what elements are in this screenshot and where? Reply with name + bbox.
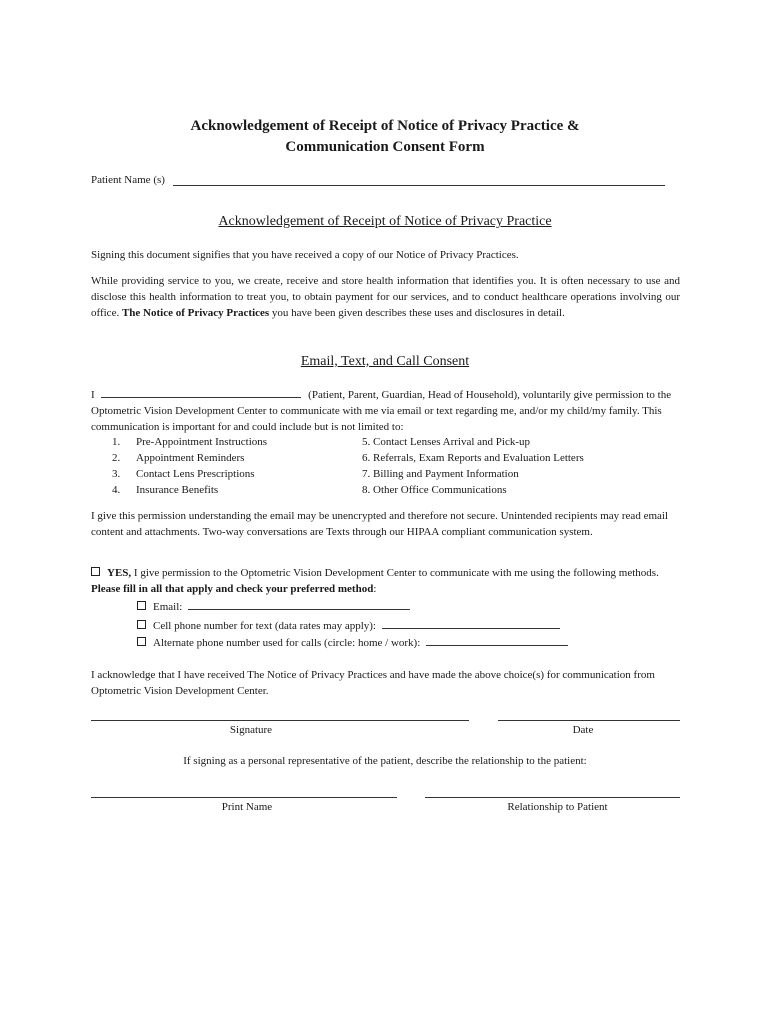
signature-label: Signature bbox=[229, 724, 273, 736]
alt-phone-label: Alternate phone number used for calls (circle: home / work): bbox=[153, 637, 421, 649]
list-item: 4. Insurance Benefits bbox=[112, 484, 219, 496]
signature-field[interactable] bbox=[91, 720, 469, 721]
cell-label: Cell phone number for text (data rates may apply): bbox=[153, 620, 376, 632]
email-checkbox[interactable] bbox=[137, 601, 146, 610]
communication-list-right bbox=[362, 434, 584, 498]
list-item: 3. Contact Lens Prescriptions bbox=[112, 468, 255, 480]
form-title bbox=[0, 116, 770, 158]
cell-phone-field[interactable] bbox=[382, 618, 560, 629]
email-field[interactable] bbox=[188, 599, 410, 610]
consent-intro-text: (Patient, Parent, Guardian, Head of Household), voluntarily give permission to the Optometric Vision Development Center to communicate with me via email or text regarding me, and/or my child/my family. This communication is important for and could include but is not limited to: bbox=[91, 389, 672, 433]
patient-name-row bbox=[91, 174, 665, 186]
alt-phone-checkbox[interactable] bbox=[137, 637, 146, 646]
acknowledgement-para: I acknowledge that I have received The Notice of Privacy Practices and have made the above choice(s) for communication from Optometric Vision Development Center. bbox=[91, 669, 655, 697]
yes-permission-para: YES, I give permission to the Optometric Vision Development Center to communicate with me using the following methods. Please fill in all that apply and check your preferred method: bbox=[91, 567, 659, 595]
date-label: Date bbox=[572, 724, 594, 736]
list-item: 6. Referrals, Exam Reports and Evaluation Letters bbox=[362, 452, 584, 464]
security-para: I give this permission understanding the email may be unencrypted and therefore not secure. Unintended recipients may read email content and attachments. Two-way conversations are Texts through our HIPAA compliant communication system. bbox=[91, 510, 669, 538]
patient-name-label: Patient Name (s) bbox=[91, 174, 165, 186]
section-heading-privacy: Acknowledgement of Receipt of Notice of Privacy Practice bbox=[218, 214, 552, 229]
list-item: 5. Contact Lenses Arrival and Pick-up bbox=[362, 436, 531, 448]
yes-label: YES, bbox=[107, 567, 132, 579]
method-cell-row bbox=[137, 618, 560, 634]
method-email-row bbox=[137, 599, 410, 615]
relationship-label: Relationship to Patient bbox=[507, 801, 608, 813]
consent-name-field[interactable] bbox=[101, 387, 301, 398]
form-title-line2: Communication Consent Form bbox=[285, 139, 485, 155]
form-title-line1: Acknowledgement of Receipt of Notice of Privacy Practice & bbox=[190, 118, 580, 134]
yes-text: I give permission to the Optometric Vision Development Center to communicate with me using the following methods. bbox=[131, 567, 659, 579]
relationship-field[interactable] bbox=[425, 797, 680, 798]
list-item: 8. Other Office Communications bbox=[362, 484, 507, 496]
list-item: 7. Billing and Payment Information bbox=[362, 468, 519, 480]
yes-instruction: Please fill in all that apply and check your preferred method bbox=[91, 583, 374, 595]
print-name-label: Print Name bbox=[221, 801, 273, 813]
privacy-para-1: Signing this document signifies that you have received a copy of our Notice of Privacy Practices. bbox=[91, 249, 519, 261]
privacy-para-2-a: While providing service to you, we create, receive and store health information that identifies you. It is often necessary to use and disclose this health information to treat you, to obtain payment for our services, and to conduct healthcare operations involving our office. bbox=[91, 275, 680, 319]
section-heading-consent: Email, Text, and Call Consent bbox=[300, 354, 470, 369]
privacy-para-2-b: you have been given describes these uses and disclosures in detail. bbox=[269, 307, 565, 319]
alt-phone-field[interactable] bbox=[426, 635, 568, 646]
method-alt-row bbox=[137, 635, 568, 651]
date-field[interactable] bbox=[498, 720, 680, 721]
consent-intro bbox=[91, 387, 680, 435]
print-name-field[interactable] bbox=[91, 797, 397, 798]
patient-name-field[interactable] bbox=[173, 174, 665, 186]
privacy-para-2-bold: The Notice of Privacy Practices bbox=[121, 307, 270, 319]
email-label: Email: bbox=[153, 601, 183, 613]
list-item: 1. Pre-Appointment Instructions bbox=[112, 436, 268, 448]
list-item: 2. Appointment Reminders bbox=[112, 452, 245, 464]
representative-text: If signing as a personal representative of the patient, describe the relationship to the patient: bbox=[183, 755, 587, 767]
communication-list-left bbox=[112, 434, 267, 498]
privacy-para-2 bbox=[91, 273, 680, 321]
cell-checkbox[interactable] bbox=[137, 620, 146, 629]
consent-intro-prefix: I bbox=[91, 389, 95, 401]
yes-checkbox[interactable] bbox=[91, 567, 100, 576]
